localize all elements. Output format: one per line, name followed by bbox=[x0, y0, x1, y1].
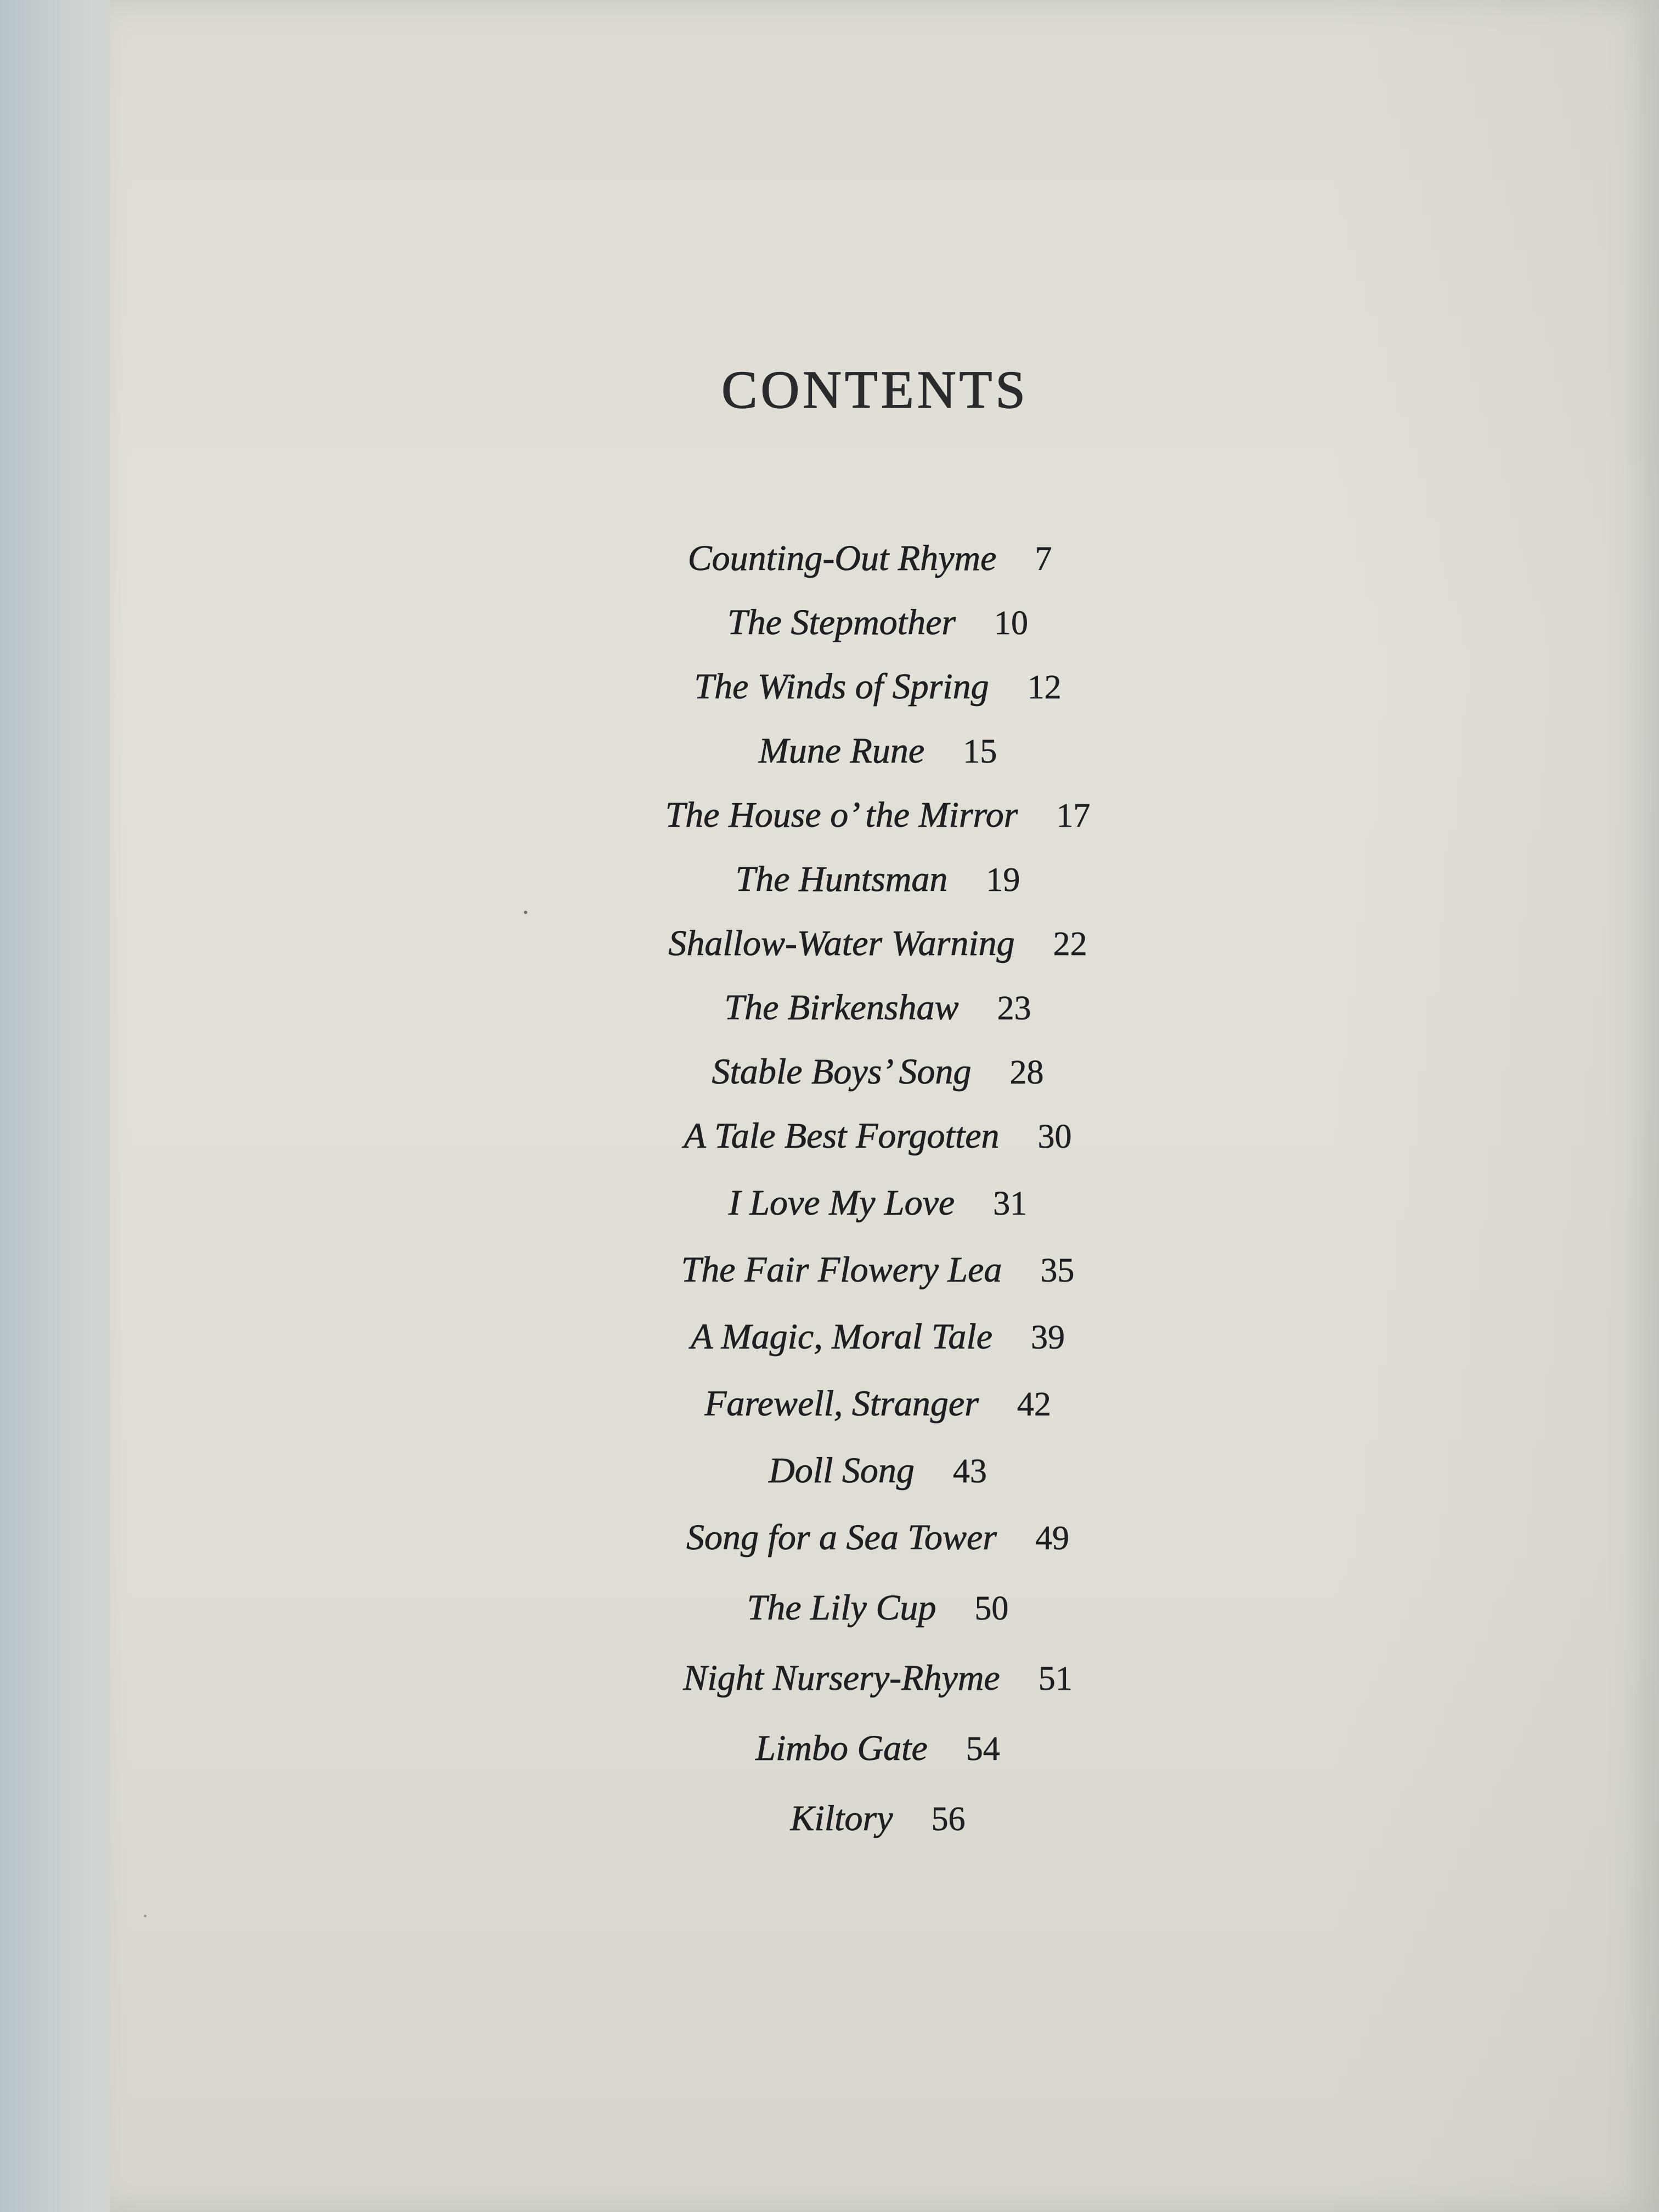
toc-entry bbox=[549, 1587, 1207, 1657]
toc-entry bbox=[549, 1450, 1207, 1517]
entry-title: The Stepmother bbox=[727, 602, 956, 642]
entry-title: Farewell, Stranger bbox=[704, 1384, 979, 1424]
entry-title: Stable Boys’ Song bbox=[712, 1052, 972, 1092]
entry-page-number: 49 bbox=[1035, 1520, 1069, 1557]
toc-entry bbox=[549, 1657, 1207, 1728]
entry-page-number: 12 bbox=[1027, 669, 1062, 706]
entry-title: Shallow-Water Warning bbox=[668, 923, 1015, 963]
toc-entry bbox=[549, 1051, 1207, 1115]
toc-entry bbox=[549, 538, 1207, 602]
entry-title: The House o’ the Mirror bbox=[665, 795, 1018, 835]
entry-page-number: 39 bbox=[1031, 1319, 1065, 1356]
entry-page-number: 30 bbox=[1037, 1118, 1072, 1155]
entry-page-number: 22 bbox=[1053, 926, 1087, 963]
entry-page-number: 31 bbox=[993, 1185, 1028, 1222]
toc-entry bbox=[549, 859, 1207, 923]
entry-page-number: 10 bbox=[994, 605, 1029, 642]
entry-title: The Lily Cup bbox=[747, 1588, 936, 1628]
entry-page-number: 28 bbox=[1009, 1054, 1044, 1091]
paper-speck bbox=[524, 911, 527, 914]
entry-page-number: 50 bbox=[974, 1590, 1009, 1627]
entry-title: Kiltory bbox=[790, 1798, 893, 1838]
entry-title: A Magic, Moral Tale bbox=[690, 1317, 992, 1357]
entry-page-number: 7 bbox=[1035, 540, 1052, 578]
toc-entry bbox=[549, 602, 1207, 666]
toc-entry bbox=[549, 1517, 1207, 1587]
toc-entry bbox=[549, 923, 1207, 987]
toc-entry bbox=[549, 666, 1207, 730]
toc-entry bbox=[549, 1182, 1207, 1249]
toc-entry bbox=[549, 1798, 1207, 1868]
entry-title: The Huntsman bbox=[735, 859, 948, 899]
entry-page-number: 56 bbox=[931, 1801, 966, 1838]
entry-title: Limbo Gate bbox=[755, 1728, 928, 1768]
toc-entry bbox=[549, 987, 1207, 1051]
entry-page-number: 54 bbox=[966, 1730, 1000, 1768]
entry-title: I Love My Love bbox=[728, 1183, 955, 1223]
entry-page-number: 23 bbox=[997, 990, 1031, 1027]
entry-page-number: 19 bbox=[986, 861, 1020, 899]
entry-title: Mune Rune bbox=[758, 731, 925, 771]
entry-title: Night Nursery-Rhyme bbox=[683, 1658, 1000, 1698]
entry-page-number: 15 bbox=[963, 733, 997, 770]
toc-entry bbox=[549, 794, 1207, 859]
toc-entry bbox=[549, 1383, 1207, 1450]
toc-entry bbox=[549, 1115, 1207, 1182]
paper-speck bbox=[144, 1915, 146, 1917]
contents-heading: CONTENTS bbox=[721, 360, 1029, 420]
entry-title: Song for a Sea Tower bbox=[686, 1517, 997, 1558]
toc-entry bbox=[549, 1728, 1207, 1798]
entry-page-number: 51 bbox=[1038, 1660, 1073, 1697]
toc-entry bbox=[549, 1316, 1207, 1383]
entry-title: The Birkenshaw bbox=[724, 988, 959, 1028]
toc-entry bbox=[549, 1249, 1207, 1316]
entry-page-number: 43 bbox=[952, 1453, 987, 1490]
entry-title: The Fair Flowery Lea bbox=[681, 1250, 1002, 1290]
entry-title: A Tale Best Forgotten bbox=[684, 1116, 1000, 1156]
entry-page-number: 35 bbox=[1040, 1252, 1075, 1289]
toc-entry bbox=[549, 730, 1207, 794]
entry-page-number: 42 bbox=[1017, 1386, 1051, 1423]
entry-page-number: 17 bbox=[1056, 797, 1091, 834]
entry-title: The Winds of Spring bbox=[694, 667, 989, 707]
entry-title: Doll Song bbox=[769, 1451, 915, 1491]
table-of-contents bbox=[549, 538, 1207, 1868]
entry-title: Counting-Out Rhyme bbox=[687, 538, 997, 578]
